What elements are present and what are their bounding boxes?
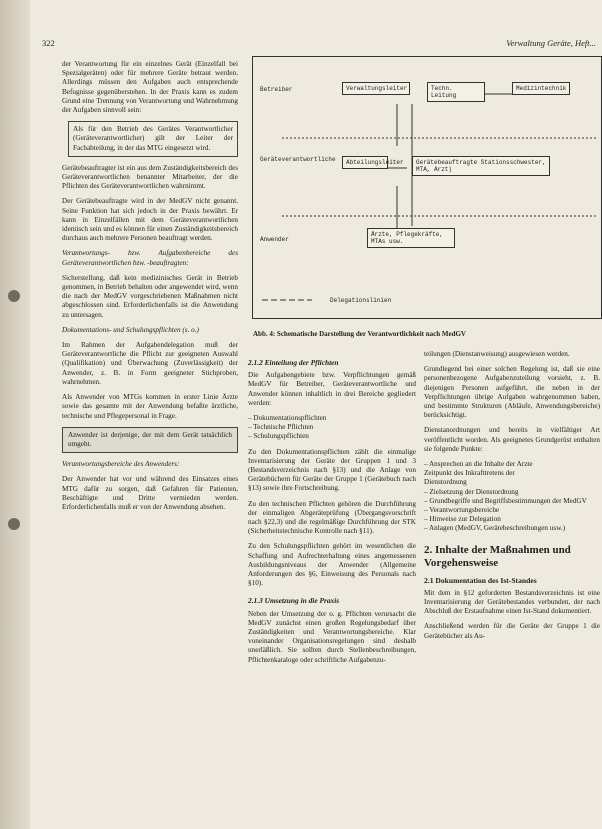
row-label-geraeteverantwortliche: Geräteverantwortliche xyxy=(260,156,336,163)
punch-hole xyxy=(8,290,20,302)
list-item: – Schulungspflichten xyxy=(248,432,309,441)
paragraph: Mit dem in §12 geforderten Bestandsverzeichnis ist eine Inventarisierung der Gerätebestandes verbunden, der nach Abschluß der Erstaufnahme einen Ist-Stand dokumentiert. xyxy=(424,588,600,616)
paragraph: Zu den Schulungspflichten gehört im wesentlichen die Schaffung und Aufrechterhaltung eines angemessenen Ausbildungsniveaus der Anwender (Allgemeine Anforderungen des §6, Einweisung des Personals nach §10). xyxy=(248,542,416,588)
subheading: Verantwortungsbereiche des Anwenders: xyxy=(62,460,180,469)
box-geraetebeauftragte: Gerätebeauftragte Stationsschwester, MTA, Arzt) xyxy=(412,156,550,176)
paragraph: Anschließend werden für die Geräte der Gruppe 1 die Gerätebücher als Au- xyxy=(424,622,600,640)
list-item: Zeitpunkt des Inkrafttretens der xyxy=(424,469,515,478)
subheading: Verantwortungs- bzw. Aufgabenbereiche des Geräteverantwortlichen bzw. -beauftragten: xyxy=(62,249,238,267)
binding-edge xyxy=(0,0,30,829)
paragraph: Als Anwender von MTGs kommen in erster Linie Ärzte sowie das gesamte mit der Anwendung befaßte ärztliche, technische und Pflegepersonal in Frage. xyxy=(62,393,238,420)
box-techn-leitung: Techn. Leitung xyxy=(427,82,485,102)
paragraph: Im Rahmen der Aufgabendelegation muß der Geräteverantwortliche die Pflicht zur geeigneten Auswahl (Qualifikation) und Überwachung (Zuverlässigkeit) der Anwender, z. B. in Form geeigneter Stichproben, wahrnehmen. xyxy=(62,341,238,386)
list-item: Dienstordnung xyxy=(424,478,467,487)
list-item: – Technische Pflichten xyxy=(248,423,314,432)
running-title: Verwaltung Geräte, Heft... xyxy=(506,38,596,48)
page-number: 322 xyxy=(42,38,55,48)
paragraph: Gerätebeauftragter ist ein aus dem Zuständigkeitsbereich des Geräteverantwortlichen benannter Mitarbeiter, der die Pflichten des Geräteverantwortlichen wahrnimmt. xyxy=(62,163,238,191)
definition-box: Anwender ist derjenige, der mit dem Gerät tatsächlich umgeht. xyxy=(62,427,238,453)
row-label-anwender: Anwender xyxy=(260,236,289,243)
list-item: – Anlagen (MedGV, Gerätebeschreibungen usw.) xyxy=(424,524,566,533)
list-item: – Grundbegriffe und Begriffsbestimmungen der MedGV xyxy=(424,496,587,505)
paragraph: Sicherstellung, daß kein medizinisches Gerät in Betrieb genommen, in Betrieb behalten oder angewendet wird, wenn die nach der MedGV vorgeschriebenen Maßnahmen nicht abgeschlossen sind. Erforderlichenfalls ist die Anwendung zu untersagen. xyxy=(62,273,238,319)
row-label-betreiber: Betreiber xyxy=(260,86,293,93)
list xyxy=(248,414,416,442)
column-middle xyxy=(248,350,416,671)
column-left xyxy=(62,60,238,518)
box-aerzte-pflegekraefte: Ärzte, Pflegekräfte, MTAs usw. xyxy=(367,228,455,248)
figure-caption: Abb. 4: Schematische Darstellung der Verantwortlichkeit nach MedGV xyxy=(253,330,466,338)
section-heading: 2.1.3 Umsetzung in die Praxis xyxy=(248,596,340,606)
list xyxy=(424,460,600,534)
column-right xyxy=(424,350,600,647)
definition-box: Als für den Betrieb des Gerätes Verantwortlicher (Geräteverantwortlicher) gilt der Leiter der Fachabteilung, in der das MTG eingesetzt wird. xyxy=(68,121,238,157)
org-diagram xyxy=(252,56,602,328)
list-item: – Hinweise zur Delegation xyxy=(424,515,501,524)
list-item: – Dokumentationspflichten xyxy=(248,414,327,423)
paragraph: Zu den Dokumentationspflichten zählt die einmalige Inventarisierung der Geräte der Gruppen 1 und 3 (Bestandsverzeichnis nach §13) und die Anlage von Gerätebüchern für Geräte der Gruppe 1 (Gerätebuch nach §13) sowie ihre Fortschreibung. xyxy=(248,447,416,493)
paragraph: Zu den technischen Pflichten gehören die Durchführung der einmaligen Abgeräteprüfung (Übergangsvorschrift nach §22,3) und die regelmäßige Durchführung der STK (Sicherheitstechnische Kontrolle nach §11). xyxy=(248,499,416,536)
section-heading: 2.1 Dokumentation des Ist-Standes xyxy=(424,575,537,585)
list-item: – Zielsetzung der Dienstordnung xyxy=(424,487,519,496)
paragraph: Die Aufgabengebiete bzw. Verpflichtungen gemäß MedGV für Betreiber, Geräteverantwortliche und Anwender können inhaltlich in drei Bereiche gegliedert werden: xyxy=(248,371,416,407)
box-abteilungsleiter: Abteilungsleiter xyxy=(342,156,388,169)
paragraph: der Verantwortung für ein einzelnes Gerät (Einzelfall bei Spezialgeräten) oder für mehrere Geräte betraut werden. Allerdings müssen den Aufgaben auch entsprechende Befugnisse gegenüberstehen. In der Praxis kann es zudem Grund eine Trennung von Verantwortung und Wahrnehmung der Aufgaben sinnvoll sein: xyxy=(62,60,238,115)
paragraph: Dienstanordnungen und bereits in vielfältiger Art veröffentlicht worden. Als geeignetes Grundgerüst enthalten sie folgende Punkte: xyxy=(424,426,600,453)
box-verwaltungsleiter: Verwaltungsleiter xyxy=(342,82,410,95)
chapter-heading: 2. Inhalte der Maßnahmen und Vorgehensweise xyxy=(424,543,571,569)
paragraph: teilungen (Dienstanweisung) ausgewiesen werden. xyxy=(424,350,570,358)
punch-hole xyxy=(8,518,20,530)
legend-delegationslinien: Delegationslinien xyxy=(330,297,392,304)
paragraph: Neben der Umsetzung der o. g. Pflichten verursacht die MedGV zunächst einen großen Regelungsbedarf über Zuständigkeiten und Verantwortungsbereiche. Klar voneinander Organisationsregelungen sind deshalb unerläßlich. Sie sollten durch Stellenbeschreibungen, Pflichtenkataloge oder schriftliche Aufgabenzu- xyxy=(248,609,416,664)
subheading: Dokumentations- und Schulungspflichten (s. o.) xyxy=(62,325,199,334)
list-item: – Verantwortungsbereiche xyxy=(424,506,500,515)
section-heading: 2.1.2 Einteilung der Pflichten xyxy=(248,358,339,367)
list-item: – Ansprechen an die Inhalte der Arzte xyxy=(424,460,533,469)
paragraph: Der Anwender hat vor und während des Einsatzes eines MTG dafür zu sorgen, daß Gefahren für Patienten, Beschäftigte und Dritte vermieden werden. Erforderlichenfalls muß er von der Anwendung absehen. xyxy=(62,475,238,511)
paragraph: Der Gerätebeauftragte wird in der MedGV nicht genannt. Seine Funktion hat sich jedoch in der Praxis bewährt. Er kann in Einzelfällen mit dem Geräteverantwortlichen identisch sein und es können für einen Zuständigkeitsbereich durchaus auch mehrere Personen beauftragt werden. xyxy=(62,197,238,243)
paragraph: Grundlegend bei einer solchen Regelung ist, daß sie eine personenbezogene Aufgabenzuteilung vorsieht, z. B. diejenigen Personen aufgeführt, die neben in der Verpflichtungen übrige Aufgaben wahrgenommen haben, und bestimmte Strukturen (Abläufe, Anwendungsbereiche) berücksichtigt. xyxy=(424,365,600,420)
box-medizintechnik: Medizintechnik xyxy=(512,82,570,95)
